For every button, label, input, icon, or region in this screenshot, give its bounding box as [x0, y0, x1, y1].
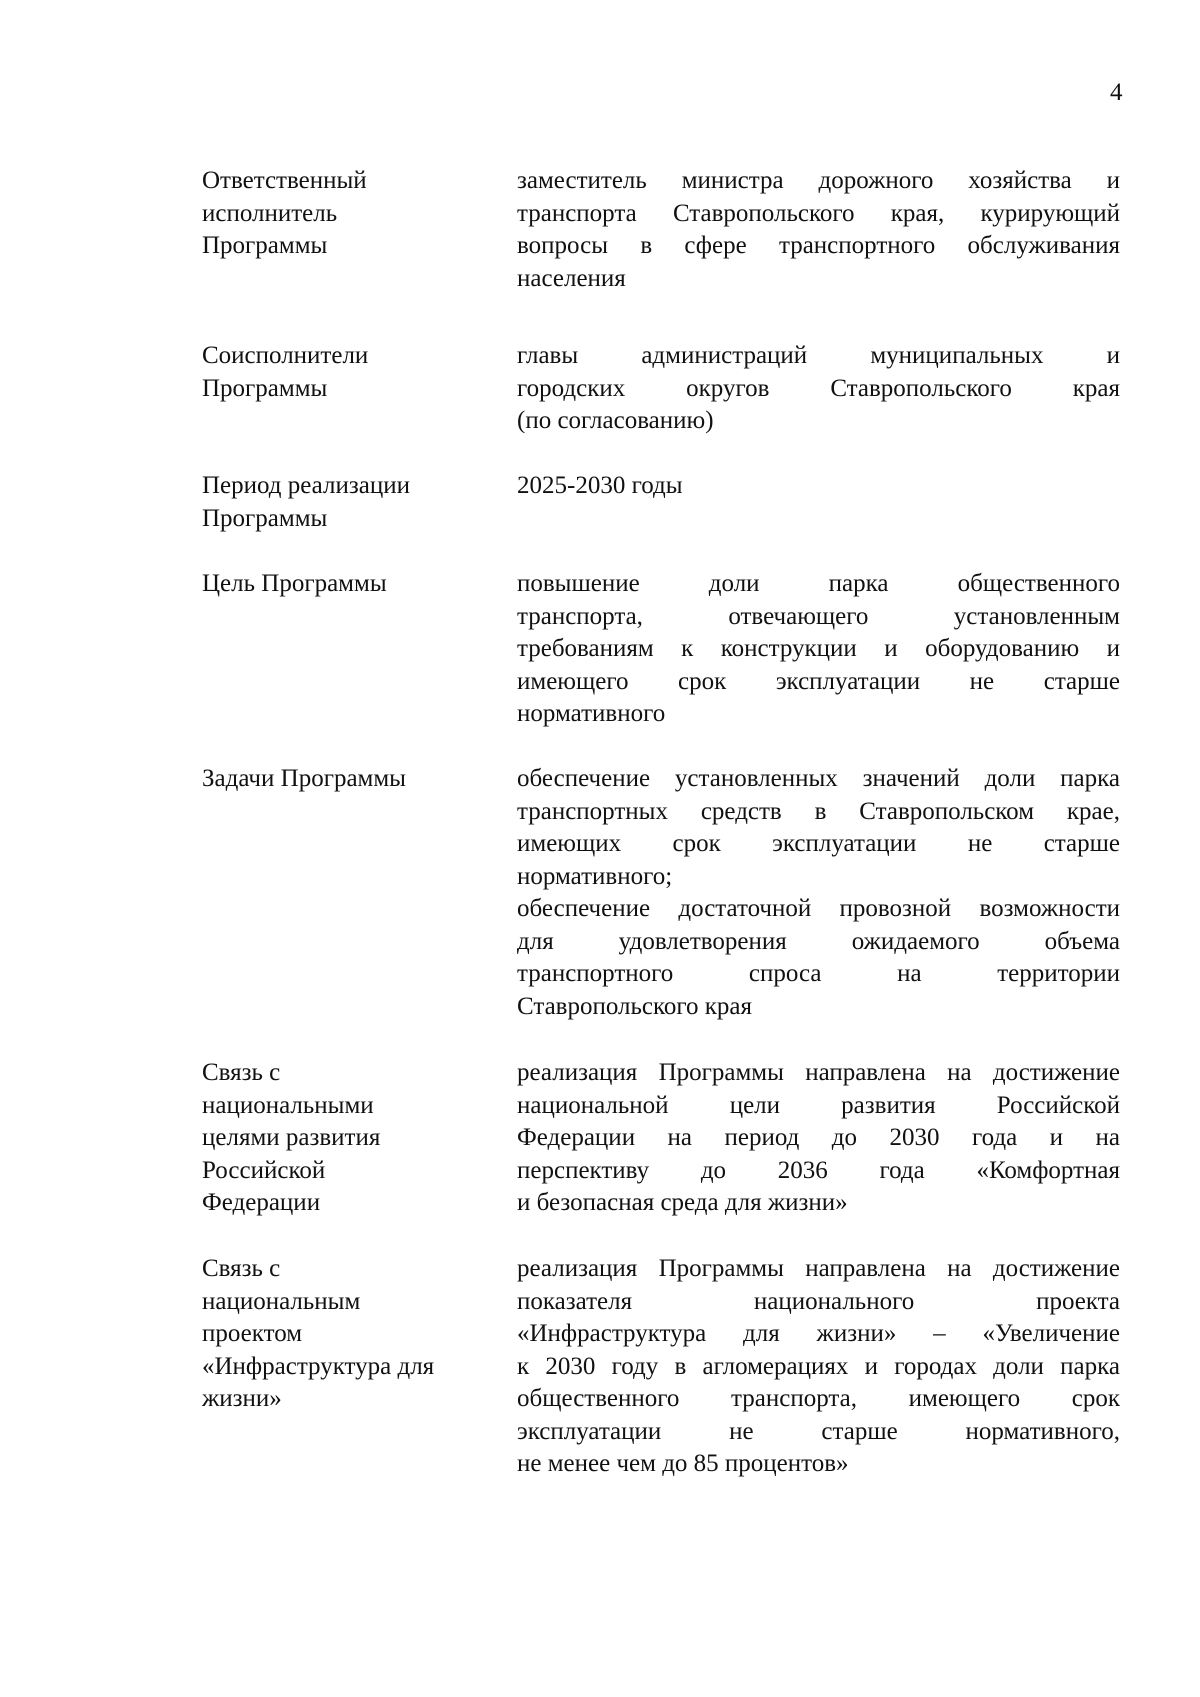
value-line: обеспечение достаточной провозной возможности	[517, 895, 1120, 922]
row-label	[202, 568, 480, 601]
value-line: национальной цели развития Российской	[517, 1091, 1120, 1119]
value-line: главы администраций муниципальных и	[517, 342, 1120, 369]
label-line: Связь с	[202, 1059, 281, 1086]
label-line: жизни»	[202, 1385, 282, 1412]
row-value	[517, 763, 1120, 1023]
value-line: общественного транспорта, имеющего срок	[517, 1385, 1120, 1412]
value-line: реализация Программы направлена на достижение	[517, 1059, 1120, 1086]
value-line: нормативного	[517, 700, 666, 727]
label-line: национальными	[202, 1091, 374, 1119]
label-line: исполнитель	[202, 199, 338, 227]
value-line: заместитель министра дорожного хозяйства и	[517, 167, 1120, 194]
value-line: реализация Программы направлена на достижение	[517, 1255, 1120, 1282]
row-value	[517, 1057, 1120, 1220]
label-line: Программы	[202, 232, 328, 259]
row-label	[202, 1057, 480, 1220]
label-line: Период реализации	[202, 472, 410, 499]
label-line: национальным	[202, 1287, 361, 1315]
value-line: для удовлетворения ожидаемого объема	[517, 927, 1120, 955]
value-line: Федерации на период до 2030 года и на	[517, 1124, 1120, 1151]
value-line: перспективу до 2036 года «Комфортная	[517, 1156, 1120, 1184]
label-line: Программы	[202, 374, 328, 402]
label-line: проектом	[202, 1320, 303, 1347]
value-line: транспортного спроса на территории	[517, 960, 1120, 987]
value-line: имеющих срок эксплуатации не старше	[517, 830, 1120, 857]
row-value	[517, 1253, 1120, 1481]
label-line: Цель Программы	[202, 570, 387, 597]
row-label	[202, 165, 480, 263]
label-line: Связь с	[202, 1255, 281, 1282]
label-line: «Инфраструктура для	[202, 1352, 435, 1380]
value-line: требованиям к конструкции и оборудованию и	[517, 635, 1120, 662]
label-line: Задачи Программы	[202, 765, 406, 792]
value-line: «Инфраструктура для жизни» – «Увеличение	[517, 1320, 1120, 1347]
value-line: к 2030 году в агломерациях и городах доли парка	[517, 1352, 1120, 1380]
value-line: нормативного;	[517, 862, 673, 890]
page-number: 4	[1110, 79, 1123, 106]
label-line: Федерации	[202, 1189, 321, 1216]
row-value	[517, 340, 1120, 438]
label-line: Российской	[202, 1156, 326, 1184]
value-line: транспортных средств в Ставропольском крае,	[517, 797, 1120, 825]
row-label	[202, 1253, 480, 1416]
label-line: Ответственный	[202, 167, 367, 194]
label-line: Программы	[202, 504, 328, 532]
label-line: целями развития	[202, 1124, 381, 1151]
value-line: имеющего срок эксплуатации не старше	[517, 667, 1120, 695]
row-label	[202, 763, 480, 796]
value-line: обеспечение установленных значений доли парка	[517, 765, 1120, 792]
value-line: эксплуатации не старше нормативного,	[517, 1417, 1120, 1445]
value-line: вопросы в сфере транспортного обслуживания	[517, 232, 1120, 259]
row-label	[202, 340, 480, 405]
value-line: 2025-2030 годы	[517, 472, 683, 499]
label-line: Соисполнители	[202, 342, 369, 369]
value-line: повышение доли парка общественного	[517, 570, 1120, 597]
value-line: показателя национального проекта	[517, 1287, 1120, 1315]
row-label	[202, 470, 480, 535]
value-line: Ставропольского края	[517, 992, 752, 1020]
value-line: и безопасная среда для жизни»	[517, 1189, 848, 1216]
value-line: (по согласованию)	[517, 407, 714, 434]
value-line: транспорта, отвечающего установленным	[517, 602, 1120, 630]
value-line: населения	[517, 264, 626, 292]
value-line: городских округов Ставропольского края	[517, 374, 1120, 402]
row-value	[517, 470, 1120, 503]
row-value	[517, 568, 1120, 731]
value-line: не менее чем до 85 процентов»	[517, 1450, 849, 1477]
value-line: транспорта Ставропольского края, курирующий	[517, 199, 1120, 227]
row-value	[517, 165, 1120, 295]
